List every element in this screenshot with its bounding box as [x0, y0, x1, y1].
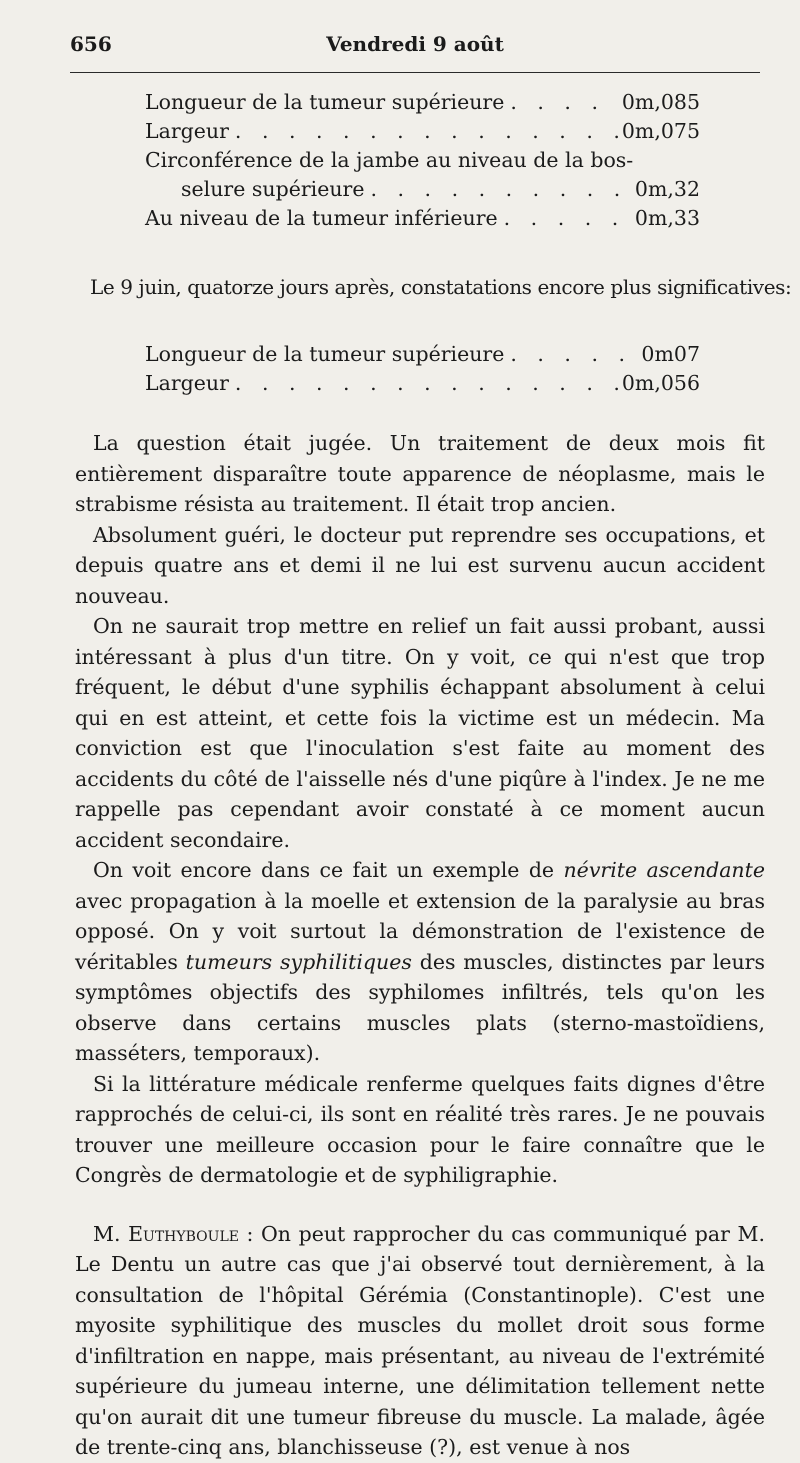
- measurement-value: 0m,085: [621, 90, 700, 114]
- measurement-label: Largeur: [145, 119, 229, 143]
- text-run: : On peut rapprocher du cas communiqué par M. Le Dentu un autre cas que j'ai observé tout dernièrement, à la consultation de l'hôpital Gérémia (Constantinople). C'est une myosite syphilitique des muscles du mollet droit sous forme d'infiltration en nappe, mais présentant, au niveau de l'extrémité supérieure du jumeau interne, une délimitation tellement nette qu'on aurait dit une tumeur fibreuse du muscle. La malade, âgée de trente-cinq ans, blanchisseuse (?), est venue à nos: [75, 1221, 765, 1459]
- text-run: avec propagation à la moelle et extension de la paralysie au bras opposé. On y voit surtout la démonstration de l'existence de véritables: [75, 888, 765, 974]
- measurement-row: [145, 117, 700, 146]
- text-run: On voit encore dans ce fait un exemple de: [93, 858, 564, 882]
- header-rule: [70, 72, 760, 73]
- paragraph: La question était jugée. Un traitement de deux mois fit entièrement disparaître toute apparence de néoplasme, mais le strabisme résista au traitement. Il était trop ancien.: [75, 431, 765, 516]
- intro-paragraph: [90, 272, 792, 303]
- measurement-label: Circonférence de la jambe au niveau de la bos-: [145, 148, 634, 172]
- intro-line: Le 9 juin, quatorze jours après, constatations encore plus significatives:: [90, 275, 792, 299]
- measurement-label: Longueur de la tumeur supérieure: [145, 342, 505, 366]
- measurement-value: 0m,075: [621, 119, 700, 143]
- italic-term: tumeurs syphilitiques: [185, 949, 412, 974]
- measurement-row: [145, 369, 700, 398]
- measurement-list-1: [145, 88, 700, 233]
- measurement-row: [145, 175, 700, 204]
- dot-leader: [504, 88, 618, 117]
- measurement-value: 0m,32: [634, 177, 700, 201]
- dot-leader: [229, 369, 618, 398]
- measurement-row: [145, 88, 700, 117]
- dot-leader: [364, 175, 630, 204]
- measurement-row: [145, 340, 700, 369]
- dot-leader: [229, 117, 618, 146]
- measurement-value: 0m07: [641, 342, 700, 366]
- paragraph: [75, 855, 765, 1069]
- running-header: [70, 32, 760, 62]
- italic-term: névrite ascendante: [563, 858, 766, 882]
- dot-leader: [504, 340, 637, 369]
- page-number: 656: [70, 32, 112, 56]
- running-title: Vendredi 9 août: [326, 32, 504, 56]
- dot-leader: [498, 204, 631, 233]
- measurement-label: Longueur de la tumeur supérieure: [145, 90, 505, 114]
- paragraph: Si la littérature médicale renferme quelques faits dignes d'être rapprochés de celui-ci, ils sont en réalité très rares. Je ne pouvais trouver une meilleure occasion pour le faire connaître que le Congrès de dermatologie et de syphiligraphie.: [75, 1071, 765, 1187]
- measurement-value: 0m,056: [621, 371, 700, 395]
- paragraph: On ne saurait trop mettre en relief un fait aussi probant, aussi intéressant à plus d'un titre. On y voit, ce qui n'est que trop fréquent, le début d'une syphilis échappant absolument à celui qui en est atteint, et cette fois la victime est un médecin. Ma conviction est que l'inoculation s'est faite au moment des accidents du côté de l'aisselle nés d'une piqûre à l'index. Je ne me rappelle pas cependant avoir constaté à ce moment aucun accident secondaire.: [75, 614, 765, 852]
- body-text: [75, 428, 765, 1463]
- measurement-label: selure supérieure: [181, 177, 365, 201]
- measurement-label: Largeur: [145, 371, 229, 395]
- paragraph: Absolument guéri, le docteur put reprendre ses occupations, et depuis quatre ans et demi il ne lui est survenu aucun accident nouveau.: [75, 522, 765, 608]
- measurement-row: [145, 146, 700, 175]
- measurement-list-2: [145, 340, 700, 398]
- measurement-label: Au niveau de la tumeur inférieure: [145, 206, 498, 230]
- paragraph: [75, 1219, 765, 1463]
- measurement-row: [145, 204, 700, 233]
- text-run: des muscles, distinctes par leurs symptômes objectifs des syphilomes infiltrés, tels qu'on les observe dans certains muscles plats (sterno-mastoïdiens, masséters, temporaux).: [75, 949, 765, 1065]
- measurement-value: 0m,33: [634, 206, 700, 230]
- speaker-name: M. Euthyboule: [93, 1221, 239, 1246]
